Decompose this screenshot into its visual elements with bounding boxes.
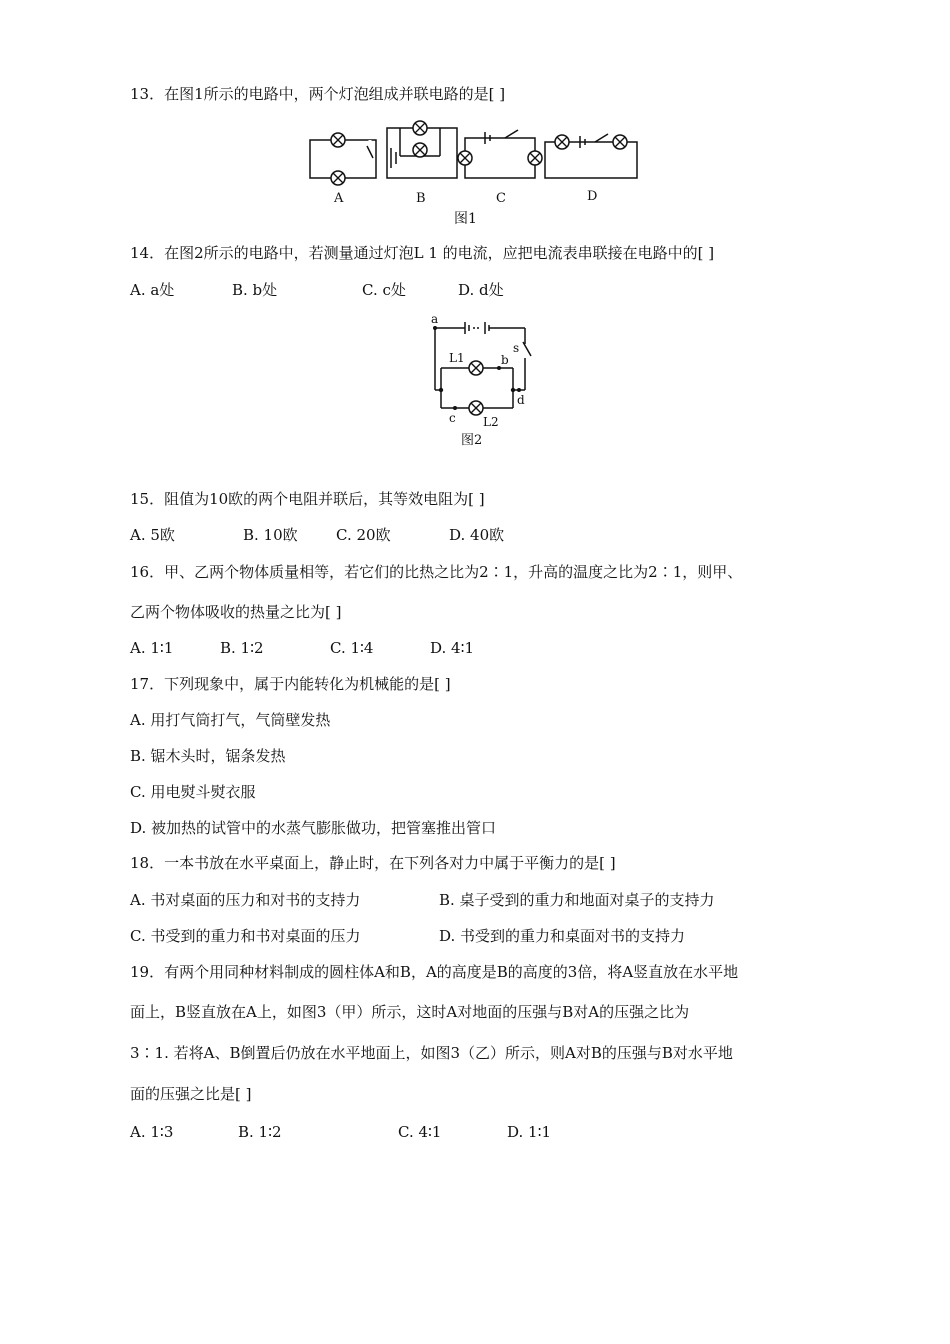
q19-stem-line2: 面上，B竖直放在A上，如图3（甲）所示，这时A对地面的压强与B对A的压强之比为 bbox=[130, 1003, 690, 1021]
q17-option-c: C. 用电熨斗熨衣服 bbox=[130, 783, 256, 801]
q15-option-a: A. 5欧 bbox=[130, 526, 175, 544]
q18-option-b: B. 桌子受到的重力和地面对桌子的支持力 bbox=[439, 891, 715, 909]
q19-stem-line1: 19．有两个用同种材料制成的圆柱体A和B，A的高度是B的高度的3倍，将A竖直放在水平地 bbox=[130, 963, 739, 981]
fig1-label-a: A bbox=[334, 191, 344, 206]
fig2-point-a: a bbox=[431, 312, 439, 326]
fig1-label-d: D bbox=[587, 189, 598, 204]
figure-1-svg bbox=[300, 118, 650, 230]
q15-option-d: D. 40欧 bbox=[449, 526, 505, 544]
fig2-point-c: c bbox=[449, 411, 456, 425]
q16-option-a: A. 1∶1 bbox=[130, 639, 174, 657]
q18-option-c: C. 书受到的重力和书对桌面的压力 bbox=[130, 927, 361, 945]
q19-option-a: A. 1∶3 bbox=[130, 1123, 174, 1141]
q19-option-d: D. 1∶1 bbox=[507, 1123, 552, 1141]
figure-2-circuit bbox=[415, 312, 545, 450]
fig2-lamp-l2: L2 bbox=[483, 415, 499, 429]
q14-option-b: B. b处 bbox=[232, 281, 278, 299]
q16-stem-line1: 16．甲、乙两个物体质量相等，若它们的比热之比为2∶1，升高的温度之比为2∶1，则甲、 bbox=[130, 563, 743, 581]
fig2-point-b: b bbox=[501, 353, 509, 367]
q15-stem: 15．阻值为10欧的两个电阻并联后，其等效电阻为[ ] bbox=[130, 490, 485, 508]
q16-stem-line2: 乙两个物体吸收的热量之比为[ ] bbox=[130, 603, 342, 621]
q14-option-c: C. c处 bbox=[362, 281, 406, 299]
q18-option-d: D. 书受到的重力和桌面对书的支持力 bbox=[439, 927, 686, 945]
q13-stem: 13．在图1所示的电路中，两个灯泡组成并联电路的是[ ] bbox=[130, 85, 506, 103]
q18-stem: 18．一本书放在水平桌面上，静止时，在下列各对力中属于平衡力的是[ ] bbox=[130, 854, 616, 872]
q16-option-d: D. 4∶1 bbox=[430, 639, 475, 657]
figure-2-svg bbox=[415, 312, 545, 450]
q19-option-b: B. 1∶2 bbox=[238, 1123, 282, 1141]
fig1-label-c: C bbox=[496, 191, 506, 206]
q15-option-c: C. 20欧 bbox=[336, 526, 391, 544]
q14-stem: 14．在图2所示的电路中，若测量通过灯泡L 1 的电流，应把电流表串联接在电路中的[ ] bbox=[130, 244, 715, 262]
q16-option-b: B. 1∶2 bbox=[220, 639, 264, 657]
q19-stem-line3: 3∶1. 若将A、B倒置后仍放在水平地面上，如图3（乙）所示，则A对B的压强与B对水平地 bbox=[130, 1044, 733, 1062]
q17-option-d: D. 被加热的试管中的水蒸气膨胀做功，把管塞推出管口 bbox=[130, 819, 497, 837]
q19-stem-line4: 面的压强之比是[ ] bbox=[130, 1085, 252, 1103]
figure-1-circuits bbox=[300, 118, 650, 230]
fig1-caption: 图1 bbox=[454, 211, 477, 227]
q19-option-c: C. 4∶1 bbox=[398, 1123, 442, 1141]
q17-option-a: A. 用打气筒打气，气筒壁发热 bbox=[130, 711, 331, 729]
fig2-lamp-l1: L1 bbox=[449, 351, 465, 365]
q17-stem: 17．下列现象中，属于内能转化为机械能的是[ ] bbox=[130, 675, 451, 693]
q16-option-c: C. 1∶4 bbox=[330, 639, 374, 657]
q14-option-a: A. a处 bbox=[130, 281, 175, 299]
q17-option-b: B. 锯木头时，锯条发热 bbox=[130, 747, 286, 765]
fig2-caption: 图2 bbox=[461, 433, 483, 448]
q18-option-a: A. 书对桌面的压力和对书的支持力 bbox=[130, 891, 361, 909]
q14-option-d: D. d处 bbox=[458, 281, 504, 299]
fig2-point-d: d bbox=[517, 393, 525, 407]
fig1-label-b: B bbox=[416, 191, 426, 206]
q15-option-b: B. 10欧 bbox=[243, 526, 298, 544]
fig2-switch-s: s bbox=[513, 341, 520, 355]
